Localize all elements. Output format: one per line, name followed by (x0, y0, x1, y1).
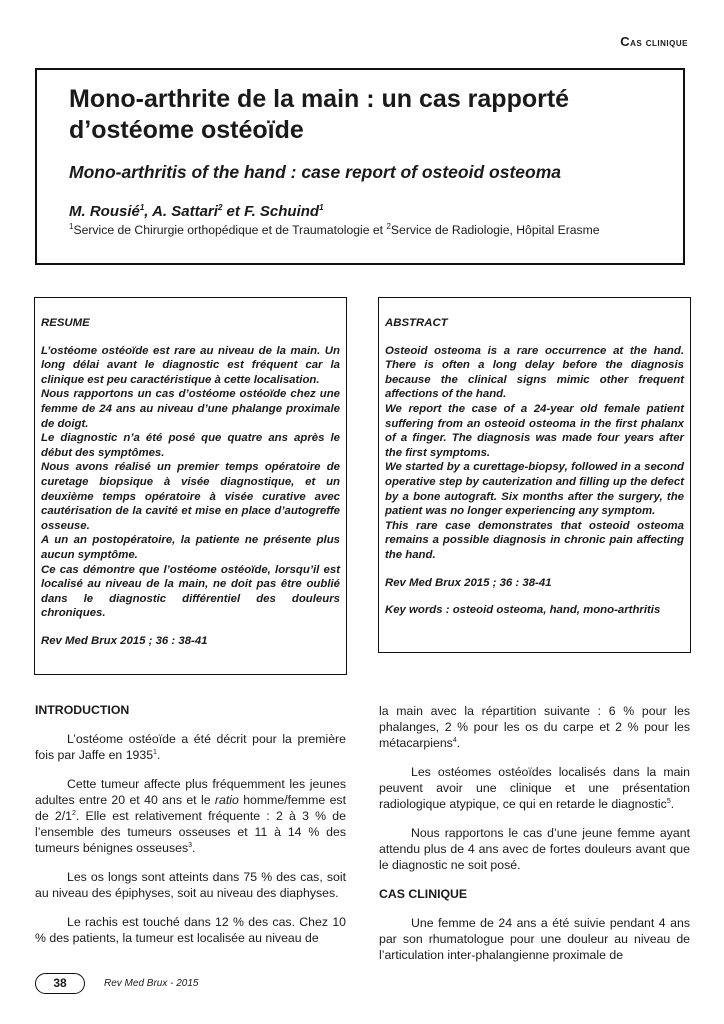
reference-marker: 2 (72, 809, 76, 817)
page-number: 38 (35, 973, 85, 994)
body-text: L’ostéome ostéoïde a été décrit pour la première fois par Jaffe en 1935 (35, 732, 346, 762)
author-1: M. Rousié (69, 203, 140, 220)
journal-footer: Rev Med Brux - 2015 (104, 978, 199, 989)
body-text: . (192, 841, 196, 855)
affiliation-marker: 1 (69, 221, 74, 231)
body-text: Les ostéomes ostéoïdes localisés dans la main peuvent avoir une clinique et une présentation radiologique atypique, ce qui en retarde le diagnostic (379, 765, 690, 811)
body-column-left (35, 702, 346, 959)
abstract-paragraph: This rare case demonstrates that osteoid osteoma remains a possible diagnosis in chronic pain affecting the hand. (385, 519, 684, 561)
body-text: . (670, 797, 675, 811)
resume-paragraph: A un an postopératoire, la patiente ne présente plus aucun symptôme. (41, 534, 340, 561)
section-label (620, 34, 688, 49)
body-paragraph: Nous rapportons le cas d’une jeune femme ayant attendu plus de 4 ans avec de fortes douleurs avant que le diagnostic ne soit posé. (379, 826, 690, 872)
body-text: . (456, 736, 461, 750)
body-paragraph (35, 776, 346, 856)
body-paragraph: Le rachis est touché dans 12 % des cas. Chez 10 % des patients, la tumeur est localisée au niveau de (35, 915, 346, 945)
author-separator: et (222, 203, 245, 220)
abstract-keywords: Key words : osteoid osteoma, hand, mono-arthritis (385, 604, 661, 617)
resume-paragraph: Le diagnostic n’a été posé que quatre ans après le début des symptômes. (41, 432, 340, 459)
abstract-heading: ABSTRACT (385, 317, 448, 329)
section-label-rest: as clinique (630, 37, 688, 49)
body-text: Cette tumeur affecte plus fréquemment les jeunes adultes entre 20 et 40 ans et le (35, 777, 346, 807)
body-text: . Elle est relativement fréquente : 2 à 3 % de l’ensemble des tumeurs osseuses et 11 à 14 % des tumeurs bénignes osseuses (35, 809, 346, 855)
authors (69, 203, 324, 220)
body-text-italic: ratio (214, 793, 239, 807)
reference-marker: 1 (153, 748, 157, 756)
resume-heading: RESUME (41, 317, 90, 329)
resume-box (34, 297, 347, 675)
author-2: A. Sattari (152, 203, 218, 220)
resume-paragraph: Nous rapportons un cas d’ostéome ostéoïde chez une femme de 24 ans au niveau d’une phalange proximale de doigt. (41, 388, 340, 430)
abstract-citation: Rev Med Brux 2015 ; 36 : 38-41 (385, 576, 552, 589)
article-title-english: Mono-arthritis of the hand : case report of osteoid osteoma (69, 162, 561, 182)
abstract-paragraph: We started by a curettage-biopsy, followed in a second operative step by cauterization and filling up the defect by a bone autograft. Six months after the surgery, the patient was no longer experiencing any symptom. (385, 461, 684, 518)
reference-marker: 3 (188, 841, 193, 849)
body-text: homme/femme est de 2/1 (35, 793, 346, 823)
section-label-initial: C (620, 34, 631, 49)
body-paragraph (35, 731, 346, 763)
body-text: . (156, 748, 161, 762)
abstract-paragraph: We report the case of a 24-year old female patient suffering from an osteoid osteoma in the first phalanx of a finger. The diagnosis was made four years after the first symptoms. (385, 402, 684, 459)
affiliation-2: Service de Radiologie, Hôpital Erasme (390, 223, 600, 237)
abstract-paragraph: Osteoid osteoma is a rare occurrence at the hand. There is often a long delay before the diagnosis because the clinical signs mimic other frequent affections of the hand. (385, 344, 684, 401)
body-paragraph: Une femme de 24 ans a été suivie pendant 4 ans par son rhumatologue pour une douleur au niveau de l’articulation inter-phalangienne proximale de (379, 916, 690, 962)
body-paragraph: Les os longs sont atteints dans 75 % des cas, soit au niveau des épiphyses, soit au niveau des diaphyses. (35, 870, 346, 900)
resume-paragraph: Nous avons réalisé un premier temps opératoire de curetage biopsique à visée diagnostique, et un deuxième temps opératoire à visée curative avec cautérisation de la cavité et mise en place d’autogreffe osseuse. (41, 461, 340, 532)
body-text: la main avec la répartition suivante : 6 % pour les phalanges, 2 % pour les os du carpe et 2 % pour les métacarpiens (379, 704, 690, 750)
resume-citation: Rev Med Brux 2015 ; 36 : 38-41 (41, 634, 208, 647)
resume-paragraph: L’ostéome ostéoïde est rare au niveau de la main. Un long délai avant le diagnostic est fréquent car la clinique est peu caractéristique à cette localisation. (41, 344, 340, 386)
author-3-affiliation: 1 (319, 203, 324, 212)
affiliation-marker: 2 (386, 221, 391, 231)
author-2-affiliation: 2 (217, 203, 223, 212)
affiliations (69, 222, 649, 238)
body-paragraph (379, 764, 690, 812)
reference-marker: 4 (452, 736, 457, 744)
body-column-right (379, 703, 690, 976)
author-separator: , (144, 203, 153, 220)
resume-paragraph: Ce cas démontre que l’ostéome ostéoïde, lorsqu’il est localisé au niveau de la main, ne doit pas être oublié dans le diagnostic différentiel des douleurs chroniques. (41, 563, 340, 620)
title-box (35, 68, 685, 265)
section-heading-introduction: INTRODUCTION (35, 703, 130, 717)
abstract-box (378, 297, 691, 653)
section-heading-cas-clinique: CAS CLINIQUE (379, 887, 468, 901)
affiliation-1: Service de Chirurgie orthopédique et de Traumatologie et (73, 223, 387, 237)
article-title: Mono-arthrite de la main : un cas rapporté d’ostéome ostéoïde (69, 85, 570, 144)
reference-marker: 5 (666, 797, 671, 805)
author-3: F. Schuind (244, 203, 320, 220)
author-1-affiliation: 1 (139, 203, 145, 212)
body-paragraph (379, 703, 690, 751)
